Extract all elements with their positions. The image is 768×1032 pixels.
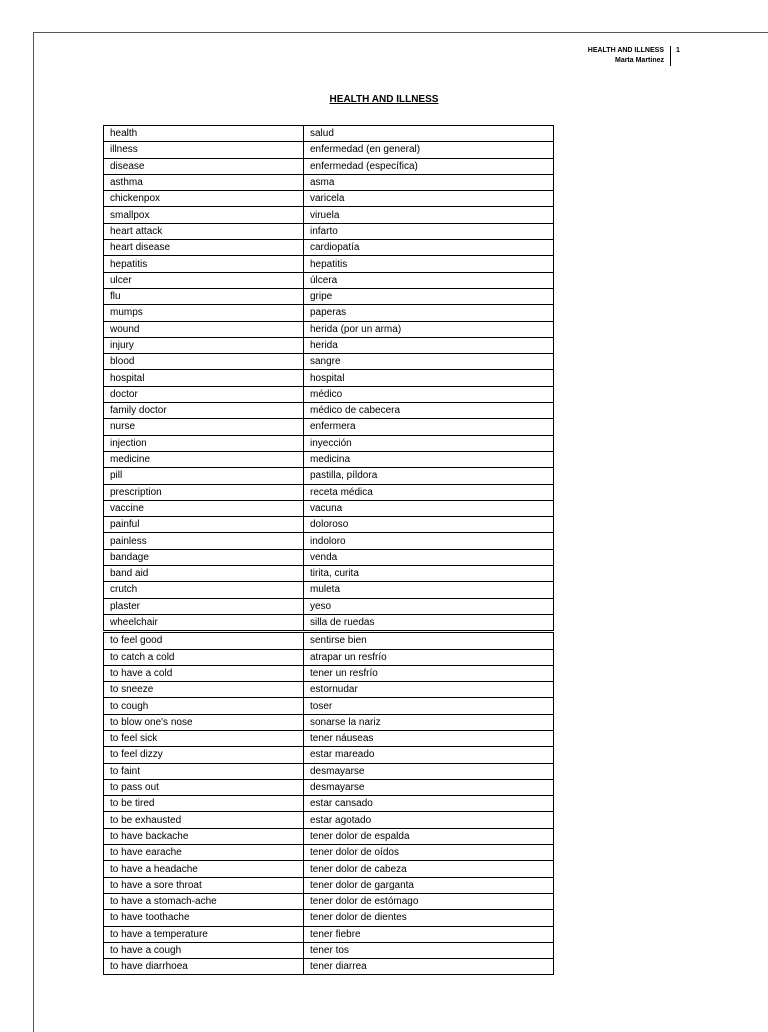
- english-term: crutch: [104, 582, 304, 598]
- spanish-translation: receta médica: [304, 484, 554, 500]
- spanish-translation: tener dolor de espalda: [304, 828, 554, 844]
- english-term: asthma: [104, 174, 304, 190]
- spanish-translation: hospital: [304, 370, 554, 386]
- spanish-translation: desmayarse: [304, 779, 554, 795]
- table-row: [104, 730, 554, 746]
- table-row: [104, 337, 554, 353]
- header-page-number: 1: [676, 47, 680, 54]
- english-term: to have diarrhoea: [104, 959, 304, 975]
- english-term: vaccine: [104, 500, 304, 516]
- english-term: to have toothache: [104, 910, 304, 926]
- english-term: prescription: [104, 484, 304, 500]
- vocabulary-table: [103, 125, 554, 975]
- english-term: illness: [104, 142, 304, 158]
- table-row: [104, 191, 554, 207]
- spanish-translation: desmayarse: [304, 763, 554, 779]
- table-row: [104, 598, 554, 614]
- table-row: [104, 174, 554, 190]
- english-term: doctor: [104, 386, 304, 402]
- english-term: to feel good: [104, 632, 304, 649]
- english-term: painless: [104, 533, 304, 549]
- spanish-translation: gripe: [304, 288, 554, 304]
- english-term: to pass out: [104, 779, 304, 795]
- spanish-translation: infarto: [304, 223, 554, 239]
- english-term: to be tired: [104, 796, 304, 812]
- table-row: [104, 566, 554, 582]
- english-term: to have a cold: [104, 665, 304, 681]
- english-term: to have a headache: [104, 861, 304, 877]
- table-row: [104, 942, 554, 958]
- spanish-translation: tener fiebre: [304, 926, 554, 942]
- table-row: [104, 223, 554, 239]
- english-term: to catch a cold: [104, 649, 304, 665]
- spanish-translation: enfermedad (en general): [304, 142, 554, 158]
- spanish-translation: médico de cabecera: [304, 403, 554, 419]
- table-row: [104, 910, 554, 926]
- table-row: [104, 959, 554, 975]
- english-term: to faint: [104, 763, 304, 779]
- table-row: [104, 158, 554, 174]
- english-term: to feel sick: [104, 730, 304, 746]
- english-term: chickenpox: [104, 191, 304, 207]
- table-row: [104, 714, 554, 730]
- spanish-translation: atrapar un resfrío: [304, 649, 554, 665]
- spanish-translation: tener dolor de cabeza: [304, 861, 554, 877]
- table-row: [104, 614, 554, 631]
- english-term: hepatitis: [104, 256, 304, 272]
- table-row: [104, 517, 554, 533]
- spanish-translation: silla de ruedas: [304, 614, 554, 631]
- spanish-translation: enfermedad (específica): [304, 158, 554, 174]
- spanish-translation: doloroso: [304, 517, 554, 533]
- spanish-translation: médico: [304, 386, 554, 402]
- english-term: to sneeze: [104, 682, 304, 698]
- english-term: to have a cough: [104, 942, 304, 958]
- table-row: [104, 256, 554, 272]
- header-author: Marta Martinez: [614, 57, 664, 64]
- english-term: to feel dizzy: [104, 747, 304, 763]
- english-term: to have earache: [104, 845, 304, 861]
- english-term: health: [104, 126, 304, 142]
- english-term: painful: [104, 517, 304, 533]
- table-row: [104, 419, 554, 435]
- table-row: [104, 682, 554, 698]
- english-term: medicine: [104, 451, 304, 467]
- spanish-translation: tener dolor de garganta: [304, 877, 554, 893]
- vocabulary-table-body: [104, 126, 554, 975]
- table-row: [104, 845, 554, 861]
- table-row: [104, 142, 554, 158]
- english-term: to have a sore throat: [104, 877, 304, 893]
- spanish-translation: herida: [304, 337, 554, 353]
- table-row: [104, 779, 554, 795]
- spanish-translation: tener dolor de dientes: [304, 910, 554, 926]
- english-term: to have backache: [104, 828, 304, 844]
- english-term: to have a stomach-ache: [104, 893, 304, 909]
- table-row: [104, 828, 554, 844]
- english-term: wound: [104, 321, 304, 337]
- header-title: HEALTH AND ILLNESS: [587, 47, 664, 54]
- table-row: [104, 533, 554, 549]
- table-row: [104, 926, 554, 942]
- table-row: [104, 877, 554, 893]
- spanish-translation: tirita, curita: [304, 566, 554, 582]
- english-term: flu: [104, 288, 304, 304]
- table-row: [104, 435, 554, 451]
- spanish-translation: pastilla, píldora: [304, 468, 554, 484]
- table-row: [104, 207, 554, 223]
- spanish-translation: varicela: [304, 191, 554, 207]
- english-term: injury: [104, 337, 304, 353]
- spanish-translation: sangre: [304, 354, 554, 370]
- spanish-translation: yeso: [304, 598, 554, 614]
- english-term: blood: [104, 354, 304, 370]
- english-term: ulcer: [104, 272, 304, 288]
- spanish-translation: tener diarrea: [304, 959, 554, 975]
- spanish-translation: asma: [304, 174, 554, 190]
- spanish-translation: estar cansado: [304, 796, 554, 812]
- table-row: [104, 812, 554, 828]
- spanish-translation: viruela: [304, 207, 554, 223]
- spanish-translation: toser: [304, 698, 554, 714]
- table-row: [104, 763, 554, 779]
- english-term: nurse: [104, 419, 304, 435]
- table-row: [104, 126, 554, 142]
- english-term: smallpox: [104, 207, 304, 223]
- spanish-translation: indoloro: [304, 533, 554, 549]
- english-term: injection: [104, 435, 304, 451]
- spanish-translation: úlcera: [304, 272, 554, 288]
- english-term: to have a temperature: [104, 926, 304, 942]
- spanish-translation: venda: [304, 549, 554, 565]
- english-term: to be exhausted: [104, 812, 304, 828]
- spanish-translation: enfermera: [304, 419, 554, 435]
- table-row: [104, 451, 554, 467]
- english-term: heart attack: [104, 223, 304, 239]
- spanish-translation: tener dolor de estómago: [304, 893, 554, 909]
- spanish-translation: inyección: [304, 435, 554, 451]
- table-row: [104, 305, 554, 321]
- spanish-translation: hepatitis: [304, 256, 554, 272]
- spanish-translation: tener náuseas: [304, 730, 554, 746]
- table-row: [104, 484, 554, 500]
- english-term: pill: [104, 468, 304, 484]
- table-row: [104, 468, 554, 484]
- running-header: [588, 46, 671, 66]
- table-row: [104, 549, 554, 565]
- document-title: HEALTH AND ILLNESS: [329, 94, 439, 105]
- table-row: [104, 370, 554, 386]
- english-term: family doctor: [104, 403, 304, 419]
- spanish-translation: salud: [304, 126, 554, 142]
- spanish-translation: cardiopatía: [304, 240, 554, 256]
- table-row: [104, 632, 554, 649]
- table-row: [104, 272, 554, 288]
- spanish-translation: tener un resfrío: [304, 665, 554, 681]
- table-row: [104, 861, 554, 877]
- english-term: plaster: [104, 598, 304, 614]
- spanish-translation: paperas: [304, 305, 554, 321]
- table-row: [104, 321, 554, 337]
- table-row: [104, 665, 554, 681]
- spanish-translation: medicina: [304, 451, 554, 467]
- table-row: [104, 893, 554, 909]
- table-row: [104, 240, 554, 256]
- spanish-translation: estornudar: [304, 682, 554, 698]
- spanish-translation: sentirse bien: [304, 632, 554, 649]
- spanish-translation: tener dolor de oídos: [304, 845, 554, 861]
- english-term: wheelchair: [104, 614, 304, 631]
- table-row: [104, 698, 554, 714]
- spanish-translation: vacuna: [304, 500, 554, 516]
- spanish-translation: estar agotado: [304, 812, 554, 828]
- spanish-translation: herida (por un arma): [304, 321, 554, 337]
- english-term: mumps: [104, 305, 304, 321]
- table-row: [104, 288, 554, 304]
- table-row: [104, 403, 554, 419]
- table-row: [104, 582, 554, 598]
- english-term: band aid: [104, 566, 304, 582]
- table-row: [104, 354, 554, 370]
- english-term: bandage: [104, 549, 304, 565]
- table-row: [104, 500, 554, 516]
- english-term: heart disease: [104, 240, 304, 256]
- spanish-translation: sonarse la nariz: [304, 714, 554, 730]
- table-row: [104, 649, 554, 665]
- english-term: hospital: [104, 370, 304, 386]
- table-row: [104, 386, 554, 402]
- spanish-translation: estar mareado: [304, 747, 554, 763]
- english-term: disease: [104, 158, 304, 174]
- table-row: [104, 747, 554, 763]
- spanish-translation: muleta: [304, 582, 554, 598]
- spanish-translation: tener tos: [304, 942, 554, 958]
- english-term: to blow one's nose: [104, 714, 304, 730]
- table-row: [104, 796, 554, 812]
- english-term: to cough: [104, 698, 304, 714]
